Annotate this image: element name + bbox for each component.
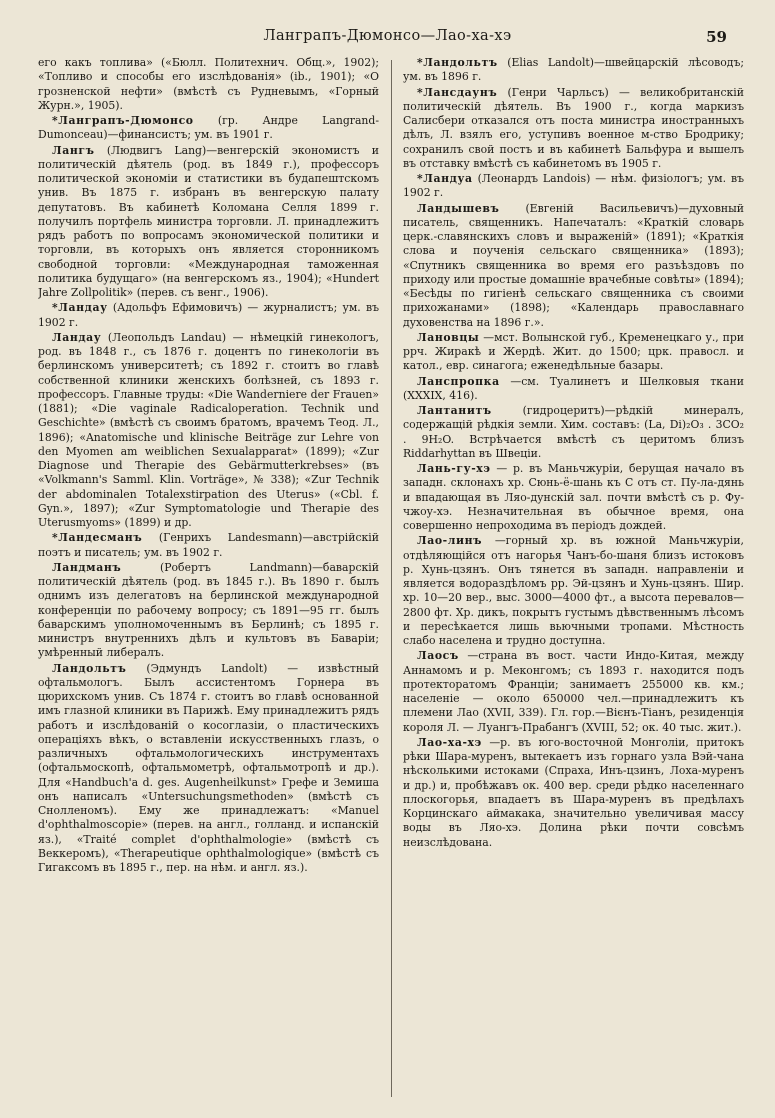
entry-text: (Elias Landolt)—швейцарскій лѣсоводъ; ум. въ 1896 г. <box>403 56 744 84</box>
entry-text: —горный хр. въ южной Маньчжуріи, отдѣляющійся отъ нагорья Чанъ-бо-шаня близъ истоковъ р. Хунь-цзянъ. Онъ тянется въ западн. направленіи и является водораздѣломъ рр. Эй-цзянъ и Хунь-цзянъ. Шир. хр. 10—20 вер., выс. 3000—4000 фт., а высота перевалов—2800 фт. Хр. дикъ, покрытъ густымъ дѣвственнымъ лѣсомъ и пересѣкается лишь вьючными тропами. Мѣстность слабо населена и трудно доступна. <box>403 534 744 647</box>
entry-text: —мст. Волынской губ., Кременецкаго у., при ррч. Жиракѣ и Жердѣ. Жит. до 1500; црк. правосл. и катол., евр. синагога; еженедѣльные базары. <box>403 330 744 373</box>
running-head: Ланграпъ-Дюмонсо—Лао-ха-хэ <box>263 28 512 44</box>
dictionary-entry <box>403 462 744 533</box>
entry-headword: Ландманъ <box>52 560 122 574</box>
page-number: 59 <box>706 28 727 46</box>
entry-headword: *Ландесманъ <box>52 531 143 545</box>
entry-text: (Робертъ Landmann)—баварскій политическій дѣятель (род. въ 1845 г.). Въ 1890 г. былъ однимъ изъ делегатовъ на берлинской международной конференціи по рабочему вопросу; съ 1891—95 гг. былъ баварскимъ уполномоченнымъ въ Берлинѣ; съ 1895 г. министръ внутреннихъ дѣлъ и культовъ въ Баваріи; умѣренный либералъ. <box>38 560 379 660</box>
dictionary-entry <box>403 534 744 648</box>
entry-headword: *Ландуа <box>417 172 473 185</box>
entry-text: (Людвигъ Lang)—венгерскій экономистъ и политическій дѣятель (род. въ 1849 г.), профессоръ политической экономіи и статистики въ будапештскомъ унив. Въ 1875 г. избранъ въ венгерскую палату депутатовъ. Въ кабинетѣ Коломана Селля 1899 г. получилъ портфель министра торговли. Л. принадлежитъ рядъ работъ по вопросамъ экономической политики и торговли, въ которыхъ онъ является сторонникомъ свободной торговли: «Международная таможенная политика будущаго» (на венгерскомъ яз., 1904); «Hundert Jahre Zollpolitik» (перев. съ венг., 1906). <box>38 143 379 299</box>
entry-text: (гр. Андре Langrand-Dumonceau)—финансистъ; ум. въ 1901 г. <box>38 114 379 142</box>
dictionary-entry <box>38 531 379 560</box>
dictionary-entry <box>38 56 379 113</box>
entry-text: его какъ топлива» («Бюлл. Политехнич. Общ.», 1902); «Топливо и способы его изслѣдованія» (ib., 1901); «О грозненской нефти» (вмѣстѣ съ Рудневымъ, «Горный Журн.», 1905). <box>38 56 379 112</box>
entry-text: (Адольфъ Ефимовичъ) — журналистъ; ум. въ 1902 г. <box>38 301 379 329</box>
entry-text: (Эдмундъ Landolt) — извѣстный офтальмологъ. Былъ ассистентомъ Горнера въ цюрихскомъ унив. Съ 1874 г. стоитъ во главѣ основанной имъ глазной клиники въ Парижѣ. Ему принадлежитъ рядъ работъ и изслѣдованій о косоглазіи, о пластическихъ операціяхъ вѣкъ, о вставленіи искусственныхъ глазъ, о различныхъ офтальмологическихъ инструментахъ (офтальмоскопѣ, офтальмометрѣ, офтальмотропѣ и др.). Для «Handbuch'a d. ges. Augenheilkunst» Грефе и Земиша онъ написалъ «Untersuchungsmethoden» (вмѣстѣ съ Снолленомъ). Ему же принадлежатъ: «Manuel d'ophthalmoscopie» (перев. на англ., голланд. и испанскій яз.), «Traité complet d'ophthalmologie» (вмѣстѣ съ Веккеромъ), «Therapeutique ophthalmologique» (вмѣстѣ съ Гигаксомъ въ 1895 г., пер. на нѣм. и англ. яз.). <box>38 661 379 874</box>
entry-headword: Лаосъ <box>417 649 459 663</box>
entry-headword: Ланспропка <box>417 374 500 388</box>
entry-text: (Леонардъ Landois) — нѣм. физіологъ; ум. въ 1902 г. <box>403 172 744 200</box>
entry-headword: *Ландольтъ <box>417 56 498 69</box>
dictionary-entry <box>403 86 744 172</box>
entry-headword: Лао-ха-хэ <box>417 735 482 749</box>
page-header <box>40 28 735 54</box>
entry-text: (Генри Чарльсъ) — великобританскій политическій дѣятель. Въ 1900 г., когда маркизъ Салисбери отказался отъ поста министра иностранныхъ дѣлъ, Л. взялъ его, уступивъ военное м-ство Бродрику; сохранилъ свой постъ и въ кабинетѣ Бальфура и вышелъ въ отставку вмѣстѣ съ кабинетомъ въ 1905 г. <box>403 85 744 170</box>
left-column <box>38 56 379 1101</box>
entry-headword: Лань-гу-хэ <box>417 462 491 475</box>
column-divider <box>391 60 392 1097</box>
dictionary-entry <box>403 202 744 330</box>
right-column <box>403 56 744 1101</box>
dictionary-entry <box>38 301 379 330</box>
dictionary-entry <box>38 114 379 143</box>
text-columns <box>38 56 744 1101</box>
entry-text: —см. Туалинетъ и Шелковыя ткани (XXXIX, 416). <box>403 374 744 402</box>
entry-headword: Лановцы <box>417 330 480 344</box>
entry-headword: Лао-линъ <box>417 534 483 548</box>
entry-headword: Лангъ <box>52 143 95 157</box>
entry-text: —р. въ юго-восточной Монголіи, притокъ рѣки Шара-муренъ, вытекаетъ изъ горнаго узла Вэй-чана нѣсколькими истоками (Спраха, Инъ-цзинъ, Лоха-муренъ и др.) и, пробѣжавъ ок. 400 вер. среди рѣдко населеннаго плоскогорья, впадаетъ въ Шара-муренъ въ предѣлахъ Корцинскаго аймакака, значительно увеличивая массу воды въ Ляо-хэ. Долина рѣки почти совсѣмъ неизслѣдована. <box>403 735 744 849</box>
dictionary-entry <box>38 561 379 661</box>
entry-headword: Ландау <box>52 330 102 344</box>
entry-text: (Евгеній Васильевичъ)—духовный писатель, священникъ. Напечаталъ: «Краткій словарь церк.-славянскихъ словъ и выраженій» (1891); «Краткія слова и поученія сельскаго священника» (1893); «Спутникъ священника во время его разъѣздовъ по приходу или простые домашніе врачебные совѣты» (1894); «Бесѣды по гигіенѣ сельскаго священника съ своими прихожанами» (1898); «Календарь православнаго духовенства на 1896 г.». <box>403 201 744 329</box>
dictionary-entry <box>403 375 744 404</box>
entry-text: (гидроцеритъ)—рѣдкій минералъ, содержащій рѣдкія земли. Хим. составъ: (La, Di)₂O₃ . 3CO₂ . 9H₂O. Встрѣчается вмѣстѣ съ церитомъ близъ Riddarhyttan въ Швеціи. <box>403 404 744 460</box>
entry-headword: *Ландау <box>52 301 108 315</box>
dictionary-entry <box>403 736 744 850</box>
dictionary-entry <box>38 331 379 531</box>
dictionary-entry <box>38 144 379 301</box>
entry-text: — р. въ Маньчжуріи, берущая начало въ западн. склонахъ хр. Сюнь-ё-шань къ С отъ ст. Пу-ла-дянь и впадающая въ Ляо-дунскій зал. почти вмѣстѣ съ р. Фу-чжоу-хэ. Незначительная въ обычное время, она совершенно непроходима въ періодъ дождей. <box>403 462 744 532</box>
dictionary-entry <box>403 56 744 85</box>
entry-headword: Ландольтъ <box>52 661 127 675</box>
entry-text: (Генрихъ Landesmann)—австрійскій поэтъ и писатель; ум. въ 1902 г. <box>38 531 379 559</box>
entry-headword: *Ланграпъ-Дюмонсо <box>52 114 194 127</box>
entry-headword: *Лансдаунъ <box>417 85 498 99</box>
dictionary-entry <box>403 649 744 735</box>
dictionary-entry <box>403 172 744 201</box>
dictionary-entry <box>403 404 744 461</box>
entry-headword: Лантанитъ <box>417 404 492 417</box>
entry-headword: Ландышевъ <box>417 201 500 215</box>
entry-text: (Леопольдъ Landau) — нѣмецкій гинекологъ, род. въ 1848 г., съ 1876 г. доцентъ по гинекологіи въ берлинскомъ университетѣ; съ 1892 г. стоитъ во главѣ собственной клиники женскихъ болѣзней, съ 1893 г. профессоръ. Главные труды: «Die Wanderniere der Frauen» (1881); «Die vaginale Radicaloperation. Technik und Geschichte» (вмѣстѣ съ своимъ братомъ, врачемъ Теод. Л., 1896); «Anatomische und klinische Beiträge zur Lehre von den Myomen am weiblichen Sexualapparat» (1899); «Zur Diagnose und Therapie des Gebärmutterkrebses» (въ «Volkmann's Samml. Klin. Vorträge», № 338); «Zur Technik der abdominalen Totalexstirpation des Uterus» («Cbl. f. Gyn.», 1897); «Zur Symptomatologie und Therapie des Uterusmyoms» (1899) и др. <box>38 330 379 529</box>
dictionary-entry <box>403 331 744 374</box>
entry-text: —страна въ вост. части Индо-Китая, между Аннамомъ и р. Меконгомъ; съ 1893 г. находится подъ протекторатомъ Франціи; занимаетъ 255000 кв. км.; населеніе — около 650000 чел.—принадлежитъ къ племени Лао (XVII, 339). Гл. гор.—Вієнъ-Тіанъ, резиденція короля Л. — Луангъ-Прабангъ (XVIII, 52; ок. 40 тыс. жит.). <box>403 649 744 734</box>
dictionary-entry <box>38 662 379 876</box>
